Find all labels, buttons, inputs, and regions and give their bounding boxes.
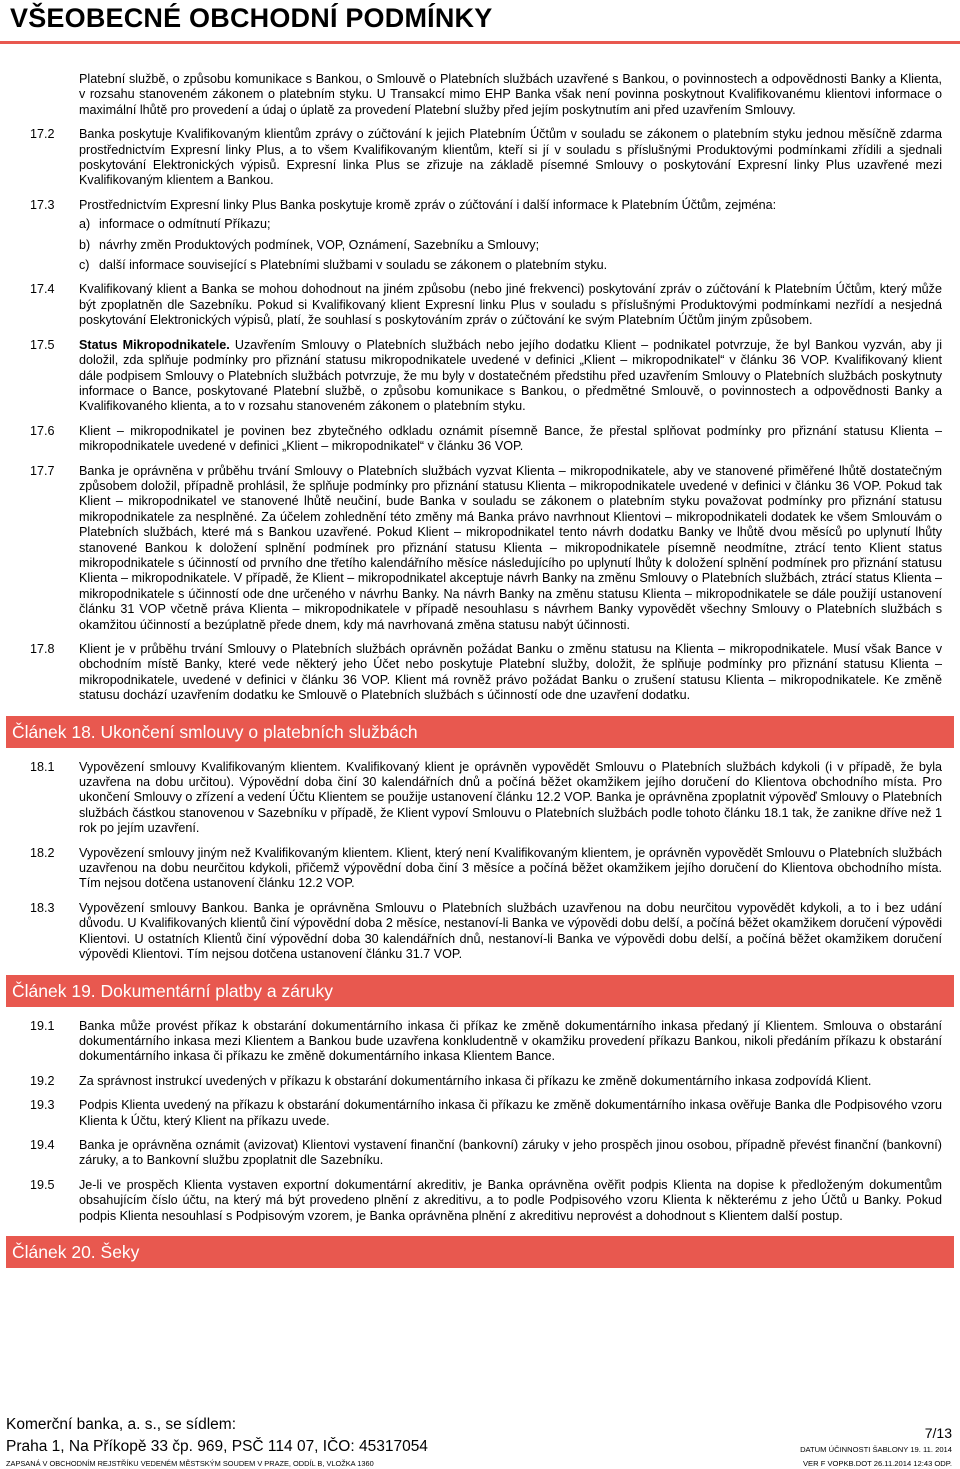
article-19-heading: Článek 19. Dokumentární platby a záruky <box>6 975 954 1007</box>
document-body <box>0 72 960 1268</box>
paragraph-18-2 <box>0 846 960 892</box>
paragraph-number: 17.5 <box>30 337 55 352</box>
list-item-label: c) <box>79 258 90 273</box>
paragraph-text: Prostřednictvím Expresní linky Plus Banka poskytuje kromě zpráv o zúčtování i další informace k Platebním Účtům, zejména: <box>79 197 777 212</box>
list-item-text: návrhy změn Produktových podmínek, VOP, Oznámení, Sazebníku a Smlouvy; <box>99 237 540 252</box>
list-item-label: b) <box>79 237 91 252</box>
paragraph-17-7 <box>0 464 960 633</box>
paragraph-text: Vypovězení smlouvy Kvalifikovaným klientem. Kvalifikovaný klient je oprávněn vypovědět Smlouvu o Platebních službách kdykoli (i v případě, že byla uzavřena na dobu určitou). Výpovědní doba činí 30 kalendářních dnů a počíná běžet okamžikem jejího doručení do Klientova obchodního místa. Pro ukončení Smlouvy o zřízení a vedení Účtu Klientem se použije ustanovení článku 12.2 VOP. Banka je oprávněna zpoplatnit výpověď Smlouvy o Platebních službách částkou stanovenou v Sazebníku v případě, že Klient vypoví Smlouvu o Platebních službách podle tohoto článku 18.1 tak, že zanikne dříve než 1 rok po jejím uzavření. <box>79 759 942 836</box>
footer-address: Praha 1, Na Příkopě 33 čp. 969, PSČ 114 07, IČO: 45317054 <box>6 1438 428 1455</box>
paragraph-number: 19.5 <box>30 1177 55 1192</box>
paragraph-text: Platební službě, o způsobu komunikace s Bankou, o Smlouvě o Platebních službách uzavřené s Bankou, o povinnostech a odpovědnosti Banky a Klienta, v rozsahu stanoveném zákonem o platebním styku. U Transakcí mimo EHP Banka však není povinna poskytnout Kvalifikovanému klientovi informace o maximální lhůtě pro provedení a údaj o úplatě za provedení Platební služby před jejím poskytnutím ani před uzavřením Smlouvy. <box>79 72 942 117</box>
paragraph-17-2 <box>0 127 960 189</box>
list-item-label: a) <box>79 217 91 232</box>
paragraph-19-4 <box>0 1138 960 1169</box>
paragraph-text: Klient je v průběhu trvání Smlouvy o Platebních službách oprávněn požádat Banku o změnu statusu na Klienta – mikropodnikatele. Musí však Bance v obchodním místě Banky, které vede některý jeho Účet nebo poskytuje Platební služby, doložit, že splňuje podmínky pro přiznání statusu Klienta – mikropodnikatele, uvedené v definici v článku 36 VOP. Klient má rovněž právo požádat Banku o zrušení statusu Klienta – mikropodnikatele. Ke změně statusu dochází uzavřením dodatku ke Smlouvě o Platebních službách s účinností ode dne uzavření dodatku. <box>79 642 942 703</box>
paragraph-19-5 <box>0 1178 960 1224</box>
paragraph-text: Je-li ve prospěch Klienta vystaven exportní dokumentární akreditiv, je Banka oprávněna ověřit podpis Klienta na dopise k předloženým dokumentům obsahujícím číslo účtu, na který má být provedeno plnění z akreditivu, a to podle Podpisového vzoru Klienta k některému z jeho Účtů u Banky. Pokud podpis Klienta nesouhlasí s Podpisovým vzorem, je Banka oprávněna plnění z akreditivu neprovést a dohodnout s Klientem další postup. <box>79 1177 942 1223</box>
paragraph-number: 18.2 <box>30 845 55 860</box>
footer-version: VER F VOPKB.DOT 26.11.2014 12:43 ODP. <box>802 1459 952 1468</box>
paragraph-number: 19.3 <box>30 1098 55 1113</box>
list-item <box>0 258 960 273</box>
paragraph-number: 19.1 <box>30 1018 55 1033</box>
paragraph-18-1 <box>0 760 960 837</box>
paragraph-text: Banka je oprávněna oznámit (avizovat) Klientovi vystavení finanční (bankovní) záruky v jeho prospěch jinou osobou, případně převést finanční (bankovní) záruky, a to Bankovní službu zpoplatnit dle Sazebníku. <box>79 1137 942 1168</box>
paragraph-number: 18.1 <box>30 759 55 774</box>
paragraph-number: 17.6 <box>30 423 55 438</box>
paragraph-19-2 <box>0 1074 960 1089</box>
paragraph-19-3 <box>0 1098 960 1129</box>
paragraph-18-3 <box>0 901 960 963</box>
paragraph-17-8 <box>0 642 960 704</box>
paragraph-text <box>79 338 942 415</box>
page-number: 7/13 <box>924 1425 952 1441</box>
paragraph-text: Banka je oprávněna v průběhu trvání Smlouvy o Platebních službách vyzvat Klienta – mikropodnikatele, aby ve stanovené přiměřené lhůtě dostatečným způsobem doložil, případně prohlásil, že splňuje podmínky pro přiznání statusu Klienta – mikropodnikatele uvedené v definici v článku 36 VOP. Pokud tak Klient – mikropodnikatel ve stanovené lhůtě neučiní, bude Banka v souladu se zákonem o platebním styku považovat podmínky pro přiznání statusu mikropodnikatele za nesplněné. Za účelem zohlednění této změny má Banka právo navrhnout Klientovi – mikropodnikateli dodatek ke všem Smlouvám o Platebních službách, které má s Bankou uzavřené. Pokud Klient – mikropodnikatel tento návrh dodatku Banky ve lhůtě dvou měsíců po uplynutí lhůty stanovené Bankou k doložení splnění podmínek pro přiznání statusu Klienta – mikropodnikatele písemně neodmítne, ztrácí tento Klient status mikropodnikatele s účinností od prvního dne třetího kalendářního měsíce následujícího po uplynutí lhůty k doložení splnění podmínek pro přiznání statusu Klienta – mikropodnikatele. V případě, že Klient – mikropodnikatel akceptuje návrh Banky na změnu Smlouvy o Platebních službách, ztrácí status Klienta – mikropodnikatele s účinností ode dne určeného v návrhu Banky. Na návrh Banky na změnu statusu Klienta – mikropodnikatele se dále použijí ustanovení článku 31 VOP včetně práva Klienta – mikropodnikatele v případě nesouhlasu s návrhem Banky vypovědět všechny Smlouvy o Platebních službách s okamžitou účinností a bezúplatně přede dnem, kdy má navrhovaná změna statusu nabýt účinnosti. <box>79 463 942 632</box>
paragraph-number: 18.3 <box>30 900 55 915</box>
paragraph-number: 19.2 <box>30 1073 55 1088</box>
paragraph-text: Banka může provést příkaz k obstarání dokumentárního inkasa či příkaz ke změně dokumentárního inkasa předaný jí Klientem. Smlouva o obstarání dokumentárního inkasa mezi Klientem a Bankou bude uzavřena konkludentně v okamžiku provedení příkazu Bankou, nikoli předáním příkazu k obstarání dokumentárního inkasa či příkazu ke změně dokumentárního inkasa Klientem Bance. <box>79 1018 942 1064</box>
list-item <box>0 238 960 253</box>
paragraph-text: Vypovězení smlouvy Bankou. Banka je oprávněna Smlouvu o Platebních službách uzavřenou na dobu neurčitou vypovědět kdykoli, a to i bez udání důvodu. U Kvalifikovaných klientů činí výpovědní doba 2 měsíce, nestanoví-li Banka ve výpovědi dobu delší, a počíná běžet okamžikem doručení výpovědi Klientovi. U ostatních Klientů činí výpovědní doba 30 kalendářních dnů, nestanoví-li Banka ve výpovědi dobu delší, a počíná běžet okamžikem doručení výpovědi Klientovi. Tím nejsou dotčena ustanovení článku 31.7 VOP. <box>79 900 942 962</box>
paragraph-number: 17.8 <box>30 642 55 656</box>
paragraph-lead: Status Mikropodnikatele. <box>79 337 230 352</box>
paragraph-17-1-continuation <box>0 72 960 118</box>
paragraph-17-4 <box>0 282 960 328</box>
paragraph-number: 17.7 <box>30 463 55 478</box>
paragraph-text: Za správnost instrukcí uvedených v příkazu k obstarání dokumentárního inkasa či příkazu ke změně dokumentárního inkasa zodpovídá Klient. <box>79 1073 872 1088</box>
paragraph-number: 17.4 <box>30 282 55 297</box>
paragraph-17-6 <box>0 424 960 455</box>
list-item <box>0 217 960 232</box>
article-20-heading: Článek 20. Šeky <box>6 1236 954 1268</box>
list-item-text: informace o odmítnutí Příkazu; <box>99 217 271 232</box>
paragraph-number: 19.4 <box>30 1137 55 1152</box>
list-item-text: další informace související s Platebními službami v souladu se zákonem o platebním styku. <box>99 258 608 273</box>
paragraph-number: 17.3 <box>30 197 55 212</box>
paragraph-text: Banka poskytuje Kvalifikovaným klientům zprávy o zúčtování k jejich Platebním Účtům v souladu se zákonem o platebním styku jednou měsíčně zdarma prostřednictvím Expresní linky Plus, a to všem Kvalifikovaným klientům, kteří si jí v souladu s příslušnými Produktovými podmínkami zřídili a sjednali poskytování Elektronických výpisů. Expresní linka Plus se zřizuje na základě písemné Smlouvy o poskytování Expresní linky Plus uzavřené mezi Kvalifikovaným klientem a Bankou. <box>79 127 942 188</box>
paragraph-text: Podpis Klienta uvedený na příkazu k obstarání dokumentárního inkasa či příkazu ke změně dokumentárního inkasa ověřuje Banka dle Podpisového vzoru Klienta k Účtu, který Klient na příkazu uvede. <box>79 1098 942 1128</box>
paragraph-text: Vypovězení smlouvy jiným než Kvalifikovaným klientem. Klient, který není Kvalifikovaným klientem, je oprávněn vypovědět Smlouvu o Platebních službách uzavřenou na dobu neurčitou kdykoli, přičemž výpovědní doba činí 3 měsíce a počíná běžet okamžikem jejího doručení do Klientova obchodního místa. Tím nejsou dotčena ustanovení článku 12.2 VOP. <box>79 845 942 891</box>
article-18-heading: Článek 18. Ukončení smlouvy o platebních službách <box>6 716 954 748</box>
footer-registry: ZAPSANÁ V OBCHODNÍM REJSTŘÍKU VEDENÉM MĚSTSKÝM SOUDEM V PRAZE, ODDÍL B, VLOŽKA 1360 <box>6 1459 374 1468</box>
paragraph-text: Klient – mikropodnikatel je povinen bez zbytečného odkladu oznámit písemně Bance, že přestal splňovat podmínky pro přiznání statusu Klienta – mikropodnikatele uvedené v definici „Klient – mikropodnikatel“ v článku 36 VOP. <box>79 423 942 454</box>
paragraph-body: Uzavřením Smlouvy o Platebních službách nebo jejího dodatku Klient – podnikatel potvrzuje, že byl Bankou vyzván, aby ji doložil, zda splňuje podmínky pro přiznání statusu mikropodnikatele uvedené v definici „Klient – mikropodnikatel“ v článku 36 VOP. Kvalifikovaný klient dále podpisem Smlouvy o Platebních službách potvrzuje, že mu byly v dostatečném předstihu před uzavřením Smlouvy o Platebních službách poskytnuty informace o Bance, poskytované Platební službě, o způsobu komunikace s Bankou, o předmětné Smlouvě, o povinnostech a odpovědnosti Banky a Kvalifikovaného klienta, a to v rozsahu stanoveném zákonem o platebním styku. <box>79 337 943 414</box>
paragraph-17-5 <box>0 338 960 415</box>
title-rule <box>0 41 960 44</box>
page-footer <box>0 1410 960 1469</box>
footer-company: Komerční banka, a. s., se sídlem: <box>6 1416 237 1433</box>
paragraph-17-3 <box>0 198 960 213</box>
paragraph-19-1 <box>0 1019 960 1065</box>
footer-validity-date: DATUM ÚČINNOSTI ŠABLONY 19. 11. 2014 <box>800 1445 952 1454</box>
paragraph-number: 17.2 <box>30 127 55 142</box>
document-title: VŠEOBECNÉ OBCHODNÍ PODMÍNKY <box>10 3 493 33</box>
paragraph-text: Kvalifikovaný klient a Banka se mohou dohodnout na jiném způsobu (nebo jiné frekvenci) poskytování zpráv o zúčtování k Platebním Účtům, který může být zpoplatněn dle Sazebníku. Pokud si Kvalifikovaný klient Expresní linku Plus v souladu s příslušnými Produktovými podmínkami nezřídí a nesjedná poskytování Elektronických výpisů, platí, že souhlasí s poskytováním zpráv o zúčtování ke svým Platebním Účtům jiným způsobem. <box>79 282 942 328</box>
